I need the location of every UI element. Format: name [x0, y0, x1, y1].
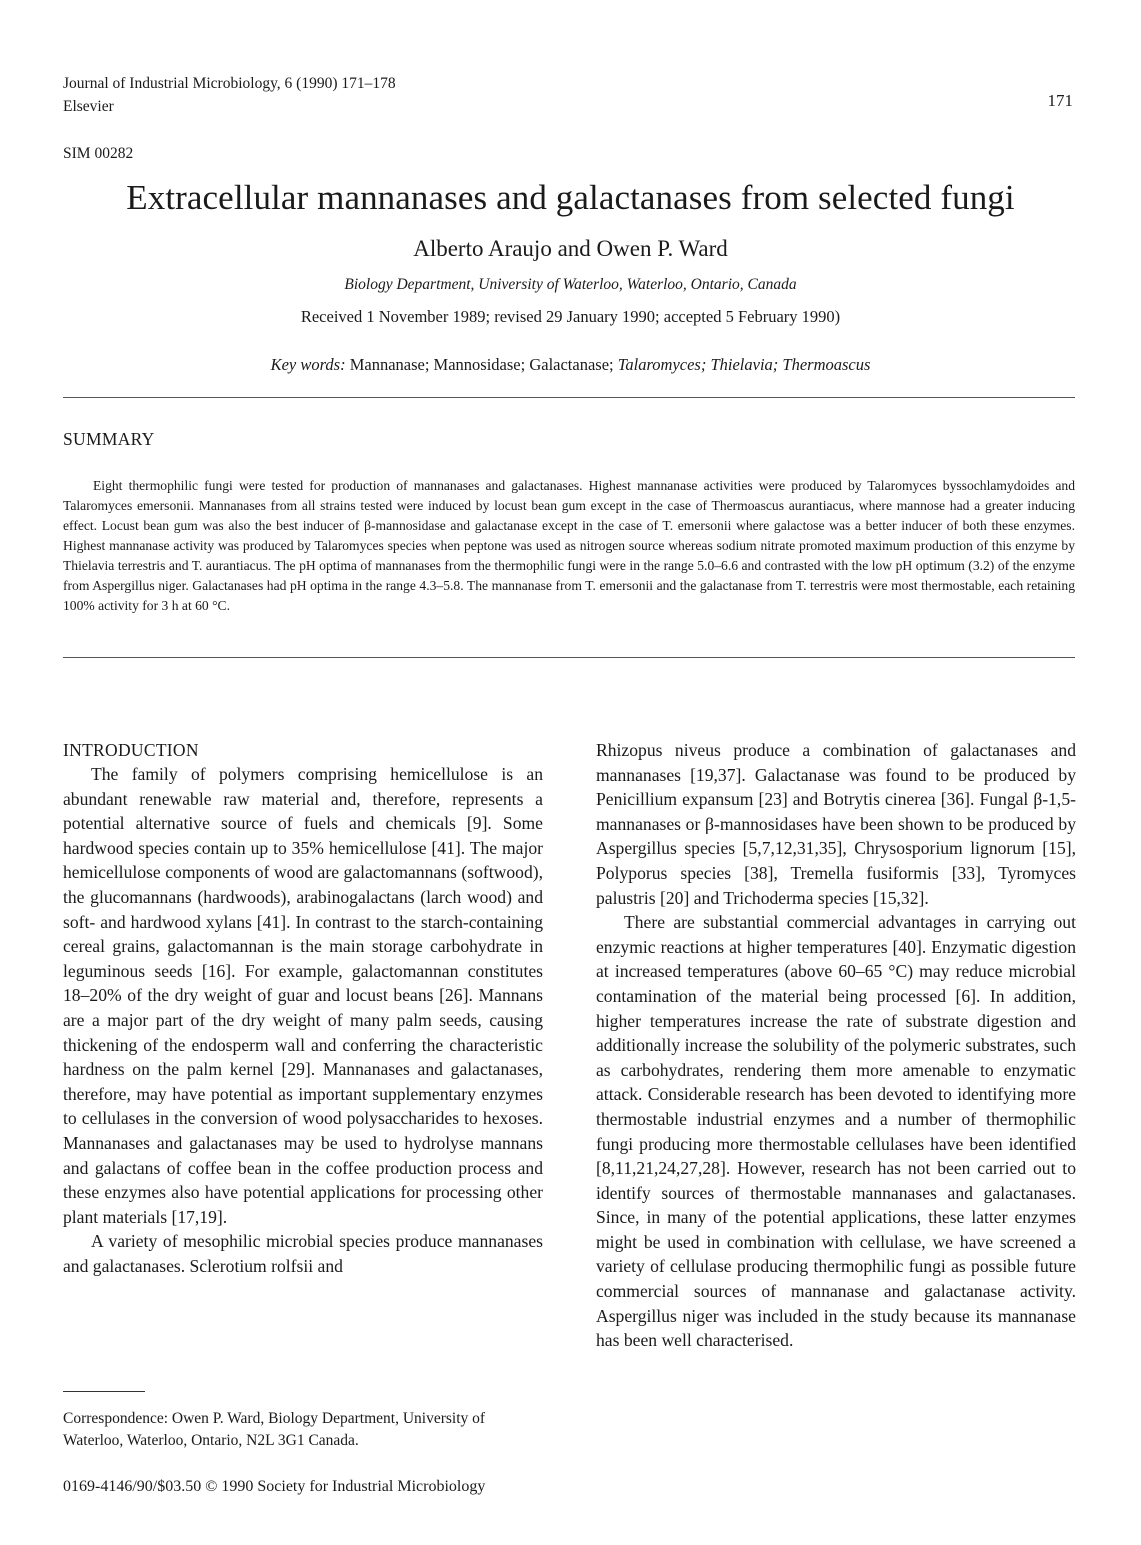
summary-heading: SUMMARY — [63, 429, 155, 449]
intro-paragraph-1: The family of polymers comprising hemicellulose is an abundant renewable raw material and, therefore, represents a potential alternative source of fuels and chemicals [9]. Some hardwood species contain up to 35% hemicellulose [41]. The major hemicellulose components of wood are galactomannans (softwood), the glucomannans (hardwoods), arabinogalactans (larch wood) and soft- and hardwood xylans [41]. In contrast to the starch-containing cereal grains, galactomannan is the main storage carbohydrate in leguminous seeds [16]. For example, galactomannan constitutes 18–20% of the dry weight of guar and locust beans [26]. Mannans are a major part of the dry weight of many palm seeds, causing thickening of the endosperm wall and conferring the characteristic hardness on the palm kernel [29]. Mannanases and galactanases, therefore, may have potential as important supplementary enzymes to cellulases in the conversion of wood polysaccharides to hexoses. Mannanases and galactanases may be used to hydrolyse mannans and galactans of coffee bean in the coffee production process and these enzymes also have potential applications for processing other plant materials [17,19]. — [63, 764, 543, 1227]
sim-id: SIM 00282 — [63, 145, 134, 162]
article-title: Extracellular mannanases and galactanases from selected fungi — [126, 178, 1015, 217]
journal-line-2: Elsevier — [63, 98, 114, 115]
divider-top — [63, 397, 1075, 398]
article-affiliation: Biology Department, University of Waterloo, Waterloo, Ontario, Canada — [344, 276, 797, 293]
copyright-line: 0169-4146/90/$03.50 © 1990 Society for Industrial Microbiology — [63, 1478, 486, 1495]
intro-paragraph-4: There are substantial commercial advantages in carrying out enzymic reactions at higher temperatures [40]. Enzymatic digestion at increased temperatures (above 60–65 °C) may reduce microbial contamination of the material being processed [6]. In addition, higher temperatures increase the rate of substrate digestion and additionally increase the solubility of the polymeric substrates, such as carbohydrates, rendering them more amenable to enzymatic attack. Considerable research has been devoted to identifying more thermostable industrial enzymes and a number of thermophilic fungi producing more thermostable cellulases have been identified [8,11,21,24,27,28]. However, research has not been carried out to identify sources of thermostable mannanases and galactanases. Since, in many of the potential applications, these latter enzymes might be used in combination with cellulase, we have screened a variety of cellulase producing thermophilic fungi as possible future commercial sources of mannanase and galactanase activity. Aspergillus niger was included in the study because its mannanase has been well characterised. — [596, 912, 1076, 1351]
page-number: 171 — [1047, 91, 1073, 110]
article-dates: Received 1 November 1989; revised 29 January 1990; accepted 5 February 1990) — [300, 307, 841, 326]
introduction-heading: INTRODUCTION — [63, 740, 199, 760]
left-column — [63, 762, 543, 1278]
correspondence-footnote: Correspondence: Owen P. Ward, Biology Department, University of Waterloo, Waterloo, Ontario, N2L 3G1 Canada. — [63, 1410, 486, 1449]
intro-paragraph-2: A variety of mesophilic microbial species produce mannanases and galactanases. Sclerotium rolfsii and — [63, 1231, 543, 1276]
article-keywords — [0, 355, 1141, 375]
keywords-plain: Mannanase; Mannosidase; Galactanase; — [345, 355, 618, 374]
article-authors: Alberto Araujo and Owen P. Ward — [413, 236, 728, 261]
divider-bottom — [63, 657, 1075, 658]
right-column — [596, 738, 1076, 1353]
journal-line-1: Journal of Industrial Microbiology, 6 (1990) 171–178 — [63, 75, 396, 92]
footnote-rule — [63, 1391, 145, 1392]
intro-paragraph-3: Rhizopus niveus produce a combination of galactanases and mannanases [19,37]. Galactanase was found to be produced by Penicillium expansum [23] and Botrytis cinerea [36]. Fungal β-1,5-mannanases or β-mannosidases have been shown to be produced by Aspergillus species [5,7,12,31,35], Chrysosporium lignorum [15], Polyporus species [38], Tremella fusiformis [33], Tyromyces palustris [20] and Trichoderma species [15,32]. — [596, 740, 1076, 908]
keywords-italic: Talaromyces; Thielavia; Thermoascus — [617, 355, 871, 374]
journal-citation — [63, 72, 396, 118]
summary-text: Eight thermophilic fungi were tested for production of mannanases and galactanases. Highest mannanase activities were produced by Talaromyces byssochlamydoides and Talaromyces emersonii. Mannanases from all strains tested were induced by locust bean gum except in the case of Thermoascus aurantiacus, where mannose had a greater inducing effect. Locust bean gum was also the best inducer of β-mannosidase and galactanase except in the case of T. emersonii where galactose was a better inducer of both these enzymes. Highest mannanase activity was produced by Talaromyces species when peptone was used as nitrogen source whereas sodium nitrate promoted maximum production of this enzyme by Thielavia terrestris and T. aurantiacus. The pH optima of mannanases from the thermophilic fungi were in the range 5.0–6.6 and contrasted with the low pH optimum (3.2) of the enzyme from Aspergillus niger. Galactanases had pH optima in the range 4.3–5.8. The mannanase from T. emersonii and the galactanase from T. terrestris were most thermostable, each retaining 100% activity for 3 h at 60 °C. — [63, 478, 1075, 613]
keywords-label: Key words: — [270, 355, 346, 374]
